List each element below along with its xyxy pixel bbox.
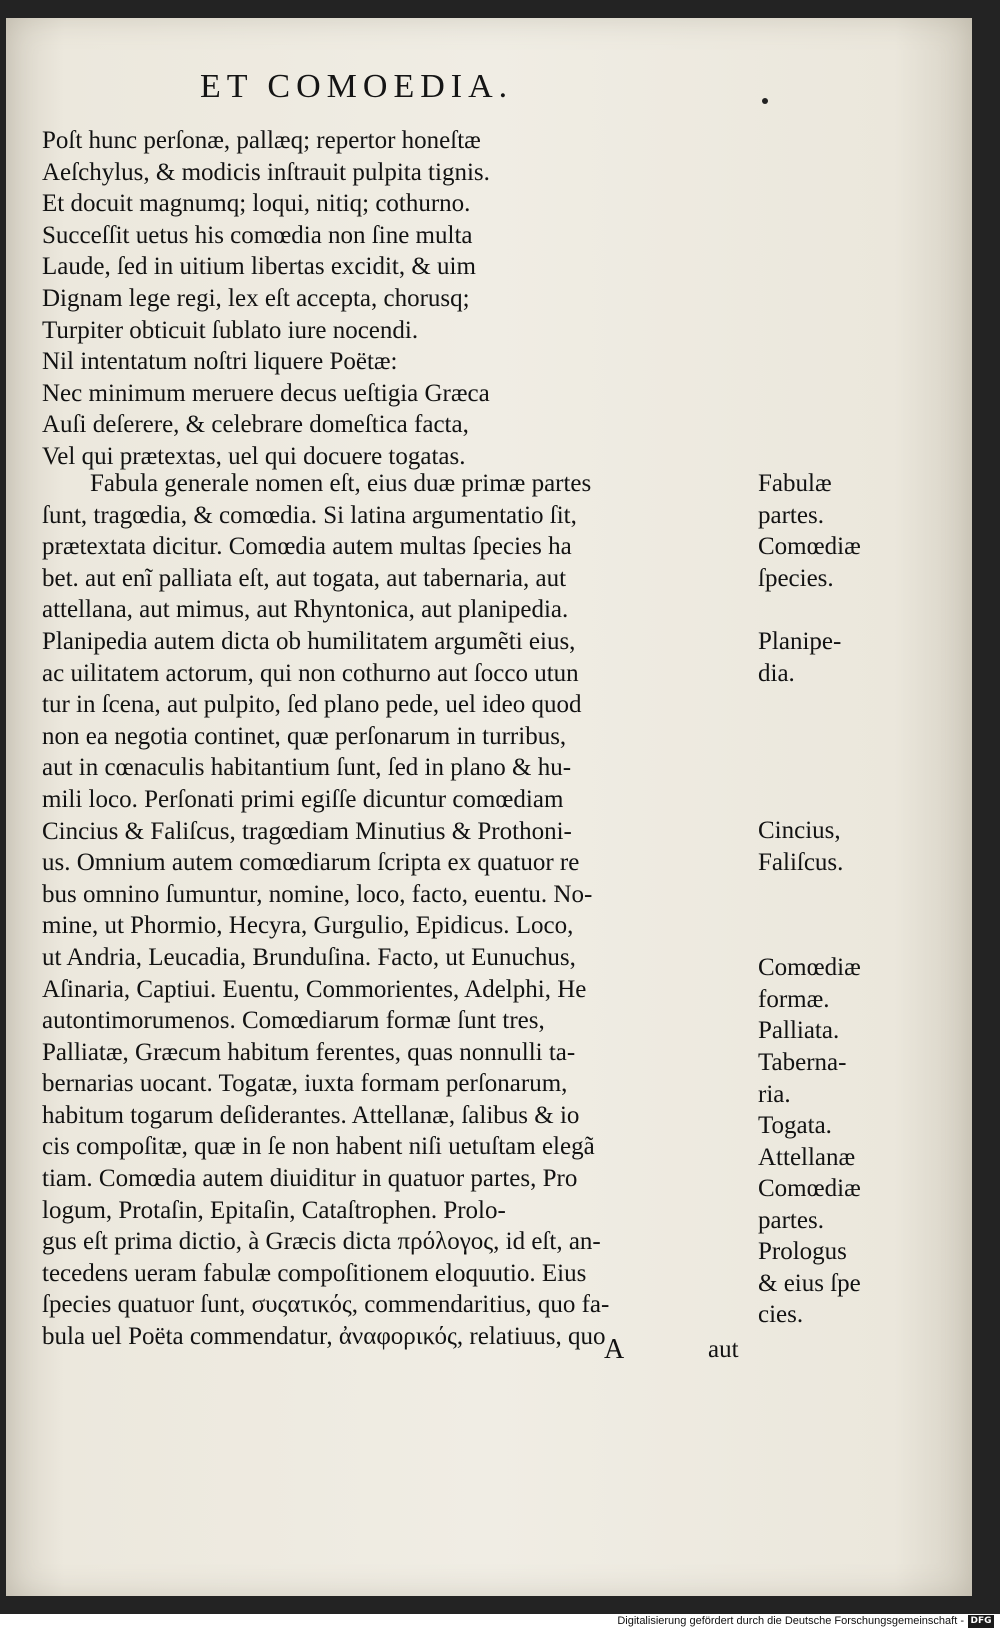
signature-mark: A <box>604 1334 625 1365</box>
prose-line: us. Omnium autem comœdiarum ſcripta ex quatuor re <box>42 849 580 877</box>
prose-line: gus eſt prima dictio, à Græcis dicta πρόλογος, id eſt, an- <box>42 1228 601 1256</box>
margin-gloss <box>758 468 898 531</box>
verse-line: Aeſchylus, & modicis inſtrauit pulpita tignis. <box>42 158 490 186</box>
prose-line: mine, ut Phormio, Hecyra, Gurgulio, Epidicus. Loco, <box>42 912 574 940</box>
prose-line: habitum togarum deſiderantes. Attellanæ, ſalibus & io <box>42 1101 580 1129</box>
prose-line: ut Andria, Leucadia, Brunduſina. Facto, ut Eunuchus, <box>42 943 576 971</box>
digitization-footer <box>0 1614 1000 1631</box>
margin-gloss <box>758 626 898 689</box>
gloss-line: Prologus <box>758 1238 847 1265</box>
gloss-line: dia. <box>758 659 795 687</box>
gloss-line: Planipe- <box>758 628 842 655</box>
verse-line: Nil intentatum noſtri liquere Poëtæ: <box>42 348 398 376</box>
margin-gloss <box>758 952 898 1015</box>
gloss-line: cies. <box>758 1301 804 1329</box>
gloss-line: partes. <box>758 1206 824 1234</box>
prose-line: Palliatæ, Græcum habitum ferentes, quas nonnulli ta- <box>42 1038 576 1066</box>
margin-gloss <box>758 1173 898 1236</box>
gloss-line: Palliata. <box>758 1017 840 1044</box>
verse-quotation <box>42 125 712 473</box>
verse-line: Turpiter obticuit ſublato iure nocendi. <box>42 316 419 344</box>
prose-line: autontimorumenos. Comœdiarum formæ ſunt tres, <box>42 1007 545 1035</box>
gloss-line: Attellanæ <box>758 1144 856 1171</box>
gloss-line: Comœdiæ <box>758 533 861 560</box>
gloss-line: ria. <box>758 1080 791 1108</box>
prose-line: bet. aut enĩ palliata eſt, aut togata, aut tabernaria, aut <box>42 564 567 592</box>
gloss-line: Taberna- <box>758 1049 847 1076</box>
prose-line: tecedens ueram fabulæ compoſitionem eloquutio. Eius <box>42 1259 587 1287</box>
prose-line: ſpecies quatuor ſunt, συςατικός, commendaritius, quo fa- <box>42 1291 610 1319</box>
gloss-line: Fabulæ <box>758 470 832 497</box>
verse-line: Poſt hunc perſonæ, pallæq; repertor honeſtæ <box>42 127 481 154</box>
verse-line: Et docuit magnumq; loqui, nitiq; cothurno. <box>42 190 471 218</box>
margin-gloss <box>758 1015 898 1047</box>
catchword: aut <box>708 1336 739 1363</box>
gloss-line: ſpecies. <box>758 564 834 592</box>
prose-line: ac uilitatem actorum, qui non cothurno aut ſocco utun <box>42 659 579 687</box>
gloss-line: Cincius, <box>758 817 841 844</box>
prose-line: Aſinaria, Captiui. Euentu, Commorientes, Adelphi, He <box>42 975 587 1003</box>
prose-line: prætextata dicitur. Comœdia autem multas ſpecies ha <box>42 533 572 561</box>
prose-line: tur in ſcena, aut pulpito, ſed plano pede, uel ideo quod <box>42 691 582 719</box>
gloss-line: formæ. <box>758 985 830 1013</box>
margin-gloss <box>758 1110 898 1142</box>
head-ornament-dot <box>762 98 768 104</box>
prose-body <box>42 468 752 1353</box>
verse-line: Laude, ſed in uitium libertas excidit, & uim <box>42 253 476 281</box>
margin-gloss <box>758 815 898 878</box>
verse-line: Dignam lege regi, lex eſt accepta, chorusq; <box>42 284 470 312</box>
prose-line: Cincius & Faliſcus, tragœdiam Minutius & Prothoni- <box>42 817 572 845</box>
gloss-line: Togata. <box>758 1112 832 1139</box>
prose-line: mili loco. Perſonati primi egiſſe dicuntur comœdiam <box>42 785 564 813</box>
prose-line: non ea negotia continet, quæ perſonarum in turribus, <box>42 722 567 750</box>
gloss-line: & eius ſpe <box>758 1269 861 1297</box>
prose-line: cis compoſitæ, quæ in ſe non habent niſi uetuſtam elegã <box>42 1133 595 1161</box>
margin-gloss <box>758 1047 898 1110</box>
verse-line: Succeſſit uetus his comœdia non ſine multa <box>42 221 473 249</box>
prose-line: bernarias uocant. Togatæ, iuxta formam perſonarum, <box>42 1070 568 1098</box>
prose-line: aut in cœnaculis habitantium ſunt, ſed in plano & hu- <box>42 754 572 782</box>
verse-line: Vel qui prætextas, uel qui docuere togatas. <box>42 442 466 470</box>
prose-line: attellana, aut mimus, aut Rhyntonica, aut planipedia. <box>42 596 569 624</box>
prose-line: Fabula generale nomen eſt, eius duæ primæ partes <box>90 470 592 497</box>
gloss-line: partes. <box>758 501 824 529</box>
verse-line: Nec minimum meruere decus ueſtigia Græca <box>42 379 490 407</box>
gloss-line: Faliſcus. <box>758 848 844 876</box>
prose-line: logum, Protaſin, Epitaſin, Cataſtrophen. Prolo- <box>42 1196 506 1224</box>
dfg-logo: DFG <box>968 1615 994 1628</box>
prose-line: bus omnino ſumuntur, nomine, loco, facto, euentu. No- <box>42 880 593 908</box>
running-head: ET COMOEDIA. <box>200 68 514 105</box>
gloss-line: Comœdiæ <box>758 1175 861 1202</box>
margin-gloss <box>758 531 898 594</box>
verse-line: Auſi deſerere, & celebrare domeſtica facta, <box>42 411 469 439</box>
margin-gloss <box>758 1142 898 1174</box>
prose-line: Planipedia autem dicta ob humilitatem argumẽti eius, <box>42 627 576 655</box>
prose-line: tiam. Comœdia autem diuiditur in quatuor partes, Pro <box>42 1165 578 1193</box>
prose-line: bula uel Poëta commendatur, ἀναφορικός, relatiuus, quo <box>42 1323 606 1351</box>
footer-credit: Digitalisierung gefördert durch die Deutsche Forschungsgemeinschaft - <box>617 1615 964 1627</box>
margin-gloss <box>758 1236 898 1331</box>
prose-line: ſunt, tragœdia, & comœdia. Si latina argumentatio ſit, <box>42 501 577 529</box>
gloss-line: Comœdiæ <box>758 954 861 981</box>
